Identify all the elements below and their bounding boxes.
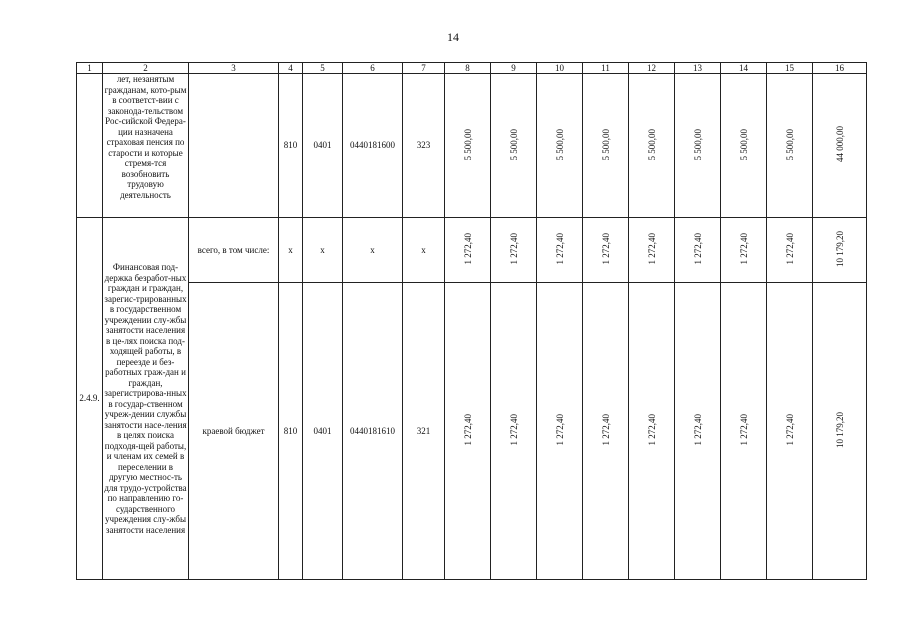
amount-cell xyxy=(491,74,537,218)
amount-cell xyxy=(583,283,629,580)
column-header: 2 xyxy=(103,63,189,74)
code-cell: х xyxy=(403,218,445,283)
column-header: 9 xyxy=(491,63,537,74)
amount-cell xyxy=(813,74,867,218)
amount-cell xyxy=(813,283,867,580)
amount-cell xyxy=(813,218,867,283)
column-header: 14 xyxy=(721,63,767,74)
column-header: 1 xyxy=(77,63,103,74)
amount-cell xyxy=(537,218,583,283)
amount-cell xyxy=(629,283,675,580)
amount-cell xyxy=(675,283,721,580)
amount-value: 1 272,40 xyxy=(646,414,657,446)
code-cell: 0401 xyxy=(303,283,343,580)
amount-value: 5 500,00 xyxy=(784,128,795,160)
amount-value: 1 272,40 xyxy=(554,414,565,446)
amount-value: 1 272,40 xyxy=(738,233,749,265)
column-header: 15 xyxy=(767,63,813,74)
amount-cell xyxy=(675,218,721,283)
code-cell: 0401 xyxy=(303,74,343,218)
amount-value: 5 500,00 xyxy=(738,128,749,160)
amount-value: 1 272,40 xyxy=(738,414,749,446)
amount-cell xyxy=(675,74,721,218)
table-row xyxy=(77,74,867,218)
amount-value: 1 272,40 xyxy=(784,414,795,446)
column-number-row xyxy=(77,63,867,74)
amount-value: 5 500,00 xyxy=(600,128,611,160)
column-header: 7 xyxy=(403,63,445,74)
amount-cell xyxy=(721,74,767,218)
code-cell: 323 xyxy=(403,74,445,218)
amount-value: 1 272,40 xyxy=(692,233,703,265)
amount-total: 44 000,00 xyxy=(834,126,845,163)
amount-value: 1 272,40 xyxy=(784,233,795,265)
amount-value: 1 272,40 xyxy=(600,414,611,446)
amount-value: 5 500,00 xyxy=(692,128,703,160)
amount-cell xyxy=(583,218,629,283)
amount-value: 5 500,00 xyxy=(646,128,657,160)
code-cell: 321 xyxy=(403,283,445,580)
amount-cell xyxy=(537,74,583,218)
column-header: 11 xyxy=(583,63,629,74)
column-header: 8 xyxy=(445,63,491,74)
amount-cell xyxy=(445,74,491,218)
code-cell: 810 xyxy=(279,74,303,218)
code-cell: х xyxy=(303,218,343,283)
amount-cell xyxy=(583,74,629,218)
measure-name: лет, незанятым гражданам, кото-рым в соответст-вии с законода-тельством Рос-сийской Федера-ции назначена страховая пенсия по старости и которые стремя-тся возобновить трудовую деятельность xyxy=(103,74,189,218)
table-row xyxy=(77,283,867,580)
column-header: 4 xyxy=(279,63,303,74)
column-header: 13 xyxy=(675,63,721,74)
code-cell: 0440181600 xyxy=(343,74,403,218)
column-header: 16 xyxy=(813,63,867,74)
funding-source: краевой бюджет xyxy=(189,283,279,580)
funding-source: всего, в том числе: xyxy=(189,218,279,283)
amount-value: 5 500,00 xyxy=(462,128,473,160)
amount-value: 5 500,00 xyxy=(554,128,565,160)
amount-cell xyxy=(721,218,767,283)
table-row xyxy=(77,218,867,283)
column-header: 12 xyxy=(629,63,675,74)
page-number: 14 xyxy=(447,30,459,44)
amount-total: 10 179,20 xyxy=(834,411,845,448)
column-header: 10 xyxy=(537,63,583,74)
amount-value: 1 272,40 xyxy=(646,233,657,265)
amount-cell xyxy=(491,283,537,580)
amount-cell xyxy=(629,74,675,218)
amount-value: 5 500,00 xyxy=(508,128,519,160)
code-cell: 810 xyxy=(279,283,303,580)
amount-value: 1 272,40 xyxy=(462,233,473,265)
amount-cell xyxy=(491,218,537,283)
amount-value: 1 272,40 xyxy=(554,233,565,265)
code-cell: 0440181610 xyxy=(343,283,403,580)
amount-cell xyxy=(537,283,583,580)
budget-table xyxy=(76,62,867,580)
amount-value: 1 272,40 xyxy=(508,233,519,265)
amount-value: 1 272,40 xyxy=(462,414,473,446)
amount-cell xyxy=(767,74,813,218)
code-cell: х xyxy=(343,218,403,283)
column-header: 5 xyxy=(303,63,343,74)
amount-cell xyxy=(445,218,491,283)
amount-cell xyxy=(629,218,675,283)
measure-name: Финансовая под-держка безработ-ных граждан и граждан, зарегис-трированных в государственном учреждении слу-жбы занятости населения в це-лях поиска под-ходящей работы, в переезде и без-работных граж-дан и граждан, зарегистрирова-нных в государ-ственном учреж-дении службы занятости насе-ления в целях поиска подходя-щей работы, и членам их семей в переселении в другую местнос-ть для трудо-устройства по направлению го-сударственного учреждения слу-жбы занятости населения xyxy=(103,218,189,580)
row-number xyxy=(77,74,103,218)
amount-value: 1 272,40 xyxy=(508,414,519,446)
amount-cell xyxy=(721,283,767,580)
amount-value: 1 272,40 xyxy=(600,233,611,265)
amount-value: 1 272,40 xyxy=(692,414,703,446)
amount-cell xyxy=(767,218,813,283)
code-cell: х xyxy=(279,218,303,283)
amount-total: 10 179,20 xyxy=(834,230,845,267)
row-number: 2.4.9. xyxy=(77,218,103,580)
funding-source xyxy=(189,74,279,218)
column-header: 6 xyxy=(343,63,403,74)
amount-cell xyxy=(445,283,491,580)
column-header: 3 xyxy=(189,63,279,74)
amount-cell xyxy=(767,283,813,580)
